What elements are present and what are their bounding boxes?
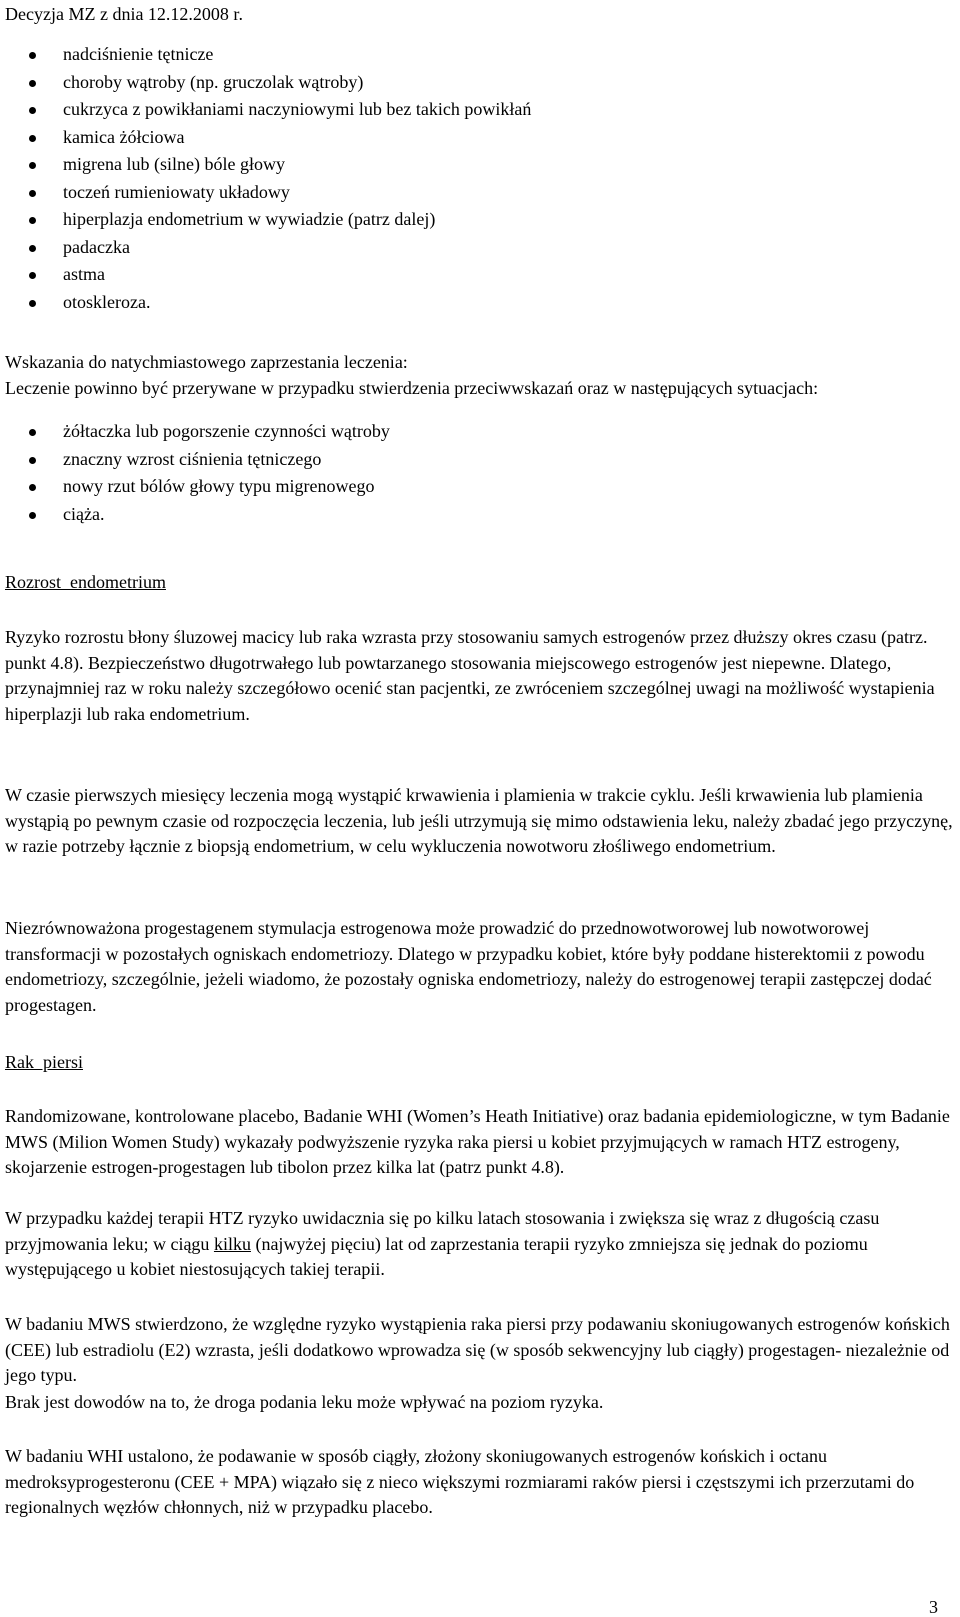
- document-header: Decyzja MZ z dnia 12.12.2008 r.: [5, 4, 243, 24]
- list-item: choroby wątroby (np. gruczolak wątroby): [0, 69, 531, 97]
- bullet-icon: [29, 272, 36, 279]
- contraindications-list: [0, 41, 531, 316]
- bullet-icon: [29, 484, 36, 491]
- section-heading-breast-cancer: Rak piersi: [5, 1052, 83, 1072]
- list-item: cukrzyca z powikłaniami naczyniowymi lub bez takich powikłań: [0, 96, 531, 124]
- bullet-icon: [29, 80, 36, 87]
- section-heading-endometrium: Rozrost endometrium: [5, 572, 166, 592]
- discontinuation-title: Wskazania do natychmiastowego zaprzestania leczenia:: [5, 352, 408, 372]
- bullet-icon: [29, 190, 36, 197]
- list-item: astma: [0, 261, 531, 289]
- list-item: żółtaczka lub pogorszenie czynności wątroby: [0, 418, 390, 446]
- list-item: ciąża.: [0, 501, 390, 529]
- paragraph: W badaniu MWS stwierdzono, że względne ryzyko wystąpienia raka piersi przy podawaniu skoniugowanych estrogenów końskich (CEE) lub estradiolu (E2) wzrasta, jeśli dodatkowo wprowadza się (w sposób sekwencyjny lub ciągły) progestagen- niezależnie od jego typu.: [5, 1314, 950, 1385]
- bullet-icon: [29, 300, 36, 307]
- bullet-icon: [29, 107, 36, 114]
- list-item: znaczny wzrost ciśnienia tętniczego: [0, 446, 390, 474]
- list-item: migrena lub (silne) bóle głowy: [0, 151, 531, 179]
- bullet-icon: [29, 245, 36, 252]
- list-item: otoskleroza.: [0, 289, 531, 317]
- list-item: nowy rzut bólów głowy typu migrenowego: [0, 473, 390, 501]
- list-item: kamica żółciowa: [0, 124, 531, 152]
- list-item: nadciśnienie tętnicze: [0, 41, 531, 69]
- bullet-icon: [29, 457, 36, 464]
- bullet-icon: [29, 217, 36, 224]
- paragraph: W przypadku każdej terapii HTZ ryzyko uwidacznia się po kilku latach stosowania i zwiększa się wraz z długością czasu przyjmowania leku; w ciągu kilku (najwyżej pięciu) lat od zaprzestania terapii ryzyko zmniejsza się jednak do poziomu występującego u kobiet niestosujących takiej terapii.: [5, 1208, 880, 1279]
- paragraph: W czasie pierwszych miesięcy leczenia mogą wystąpić krwawienia i plamienia w trakcie cyklu. Jeśli krwawienia lub plamienia wystąpią po pewnym czasie od rozpoczęcia leczenia, lub jeśli utrzymują się mimo odstawienia leku, należy zbadać jego przyczynę, w razie potrzeby łącznie z biopsją endometrium, w celu wykluczenia nowotworu złośliwego endometrium.: [5, 785, 953, 856]
- list-item: padaczka: [0, 234, 531, 262]
- bullet-icon: [29, 52, 36, 59]
- paragraph: Randomizowane, kontrolowane placebo, Badanie WHI (Women’s Heath Initiative) oraz badania epidemiologiczne, w tym Badanie MWS (Milion Women Study) wykazały podwyższenie ryzyka raka piersi u kobiet przyjmujących w ramach HTZ estrogeny, skojarzenie estrogen-progestagen lub tibolon przez kilka lat (patrz punkt 4.8).: [5, 1106, 950, 1177]
- bullet-icon: [29, 512, 36, 519]
- bullet-icon: [29, 429, 36, 436]
- paragraph: Brak jest dowodów na to, że droga podania leku może wpływać na poziom ryzyka.: [5, 1392, 604, 1412]
- page-number: 3: [929, 1597, 938, 1617]
- bullet-icon: [29, 162, 36, 169]
- discontinuation-list: [0, 418, 390, 528]
- list-item: hiperplazja endometrium w wywiadzie (patrz dalej): [0, 206, 531, 234]
- underlined-word: kilku: [213, 1233, 251, 1254]
- paragraph: W badaniu WHI ustalono, że podawanie w sposób ciągły, złożony skoniugowanych estrogenów końskich i octanu medroksyprogesteronu (CEE + MPA) wiązało się z nieco większymi rozmiarami raków piersi i częstszymi ich przerzutami do regionalnych węzłów chłonnych, niż w przypadku placebo.: [5, 1446, 915, 1517]
- discontinuation-intro: Leczenie powinno być przerywane w przypadku stwierdzenia przeciwwskazań oraz w następujących sytuacjach:: [5, 378, 819, 398]
- list-item: toczeń rumieniowaty układowy: [0, 179, 531, 207]
- paragraph: Ryzyko rozrostu błony śluzowej macicy lub raka wzrasta przy stosowaniu samych estrogenów przez dłuższy okres czasu (patrz. punkt 4.8). Bezpieczeństwo długotrwałego lub powtarzanego stosowania miejscowego estrogenów jest niepewne. Dlatego, przynajmniej raz w roku należy szczegółowo ocenić stan pacjentki, ze zwróceniem szczególnej uwagi na możliwość wystapienia hiperplazji lub raka endometrium.: [5, 627, 935, 724]
- bullet-icon: [29, 135, 36, 142]
- paragraph: Niezrównoważona progestagenem stymulacja estrogenowa może prowadzić do przednowotworowej lub nowotworowej transformacji w pozostałych ogniskach endometriozy. Dlatego w przypadku kobiet, które były poddane histerektomii z powodu endometriozy, szczególnie, jeżeli wiadomo, że pozostały ogniska endometriozy, należy do estrogenowej terapii zastępczej dodać progestagen.: [5, 918, 932, 1015]
